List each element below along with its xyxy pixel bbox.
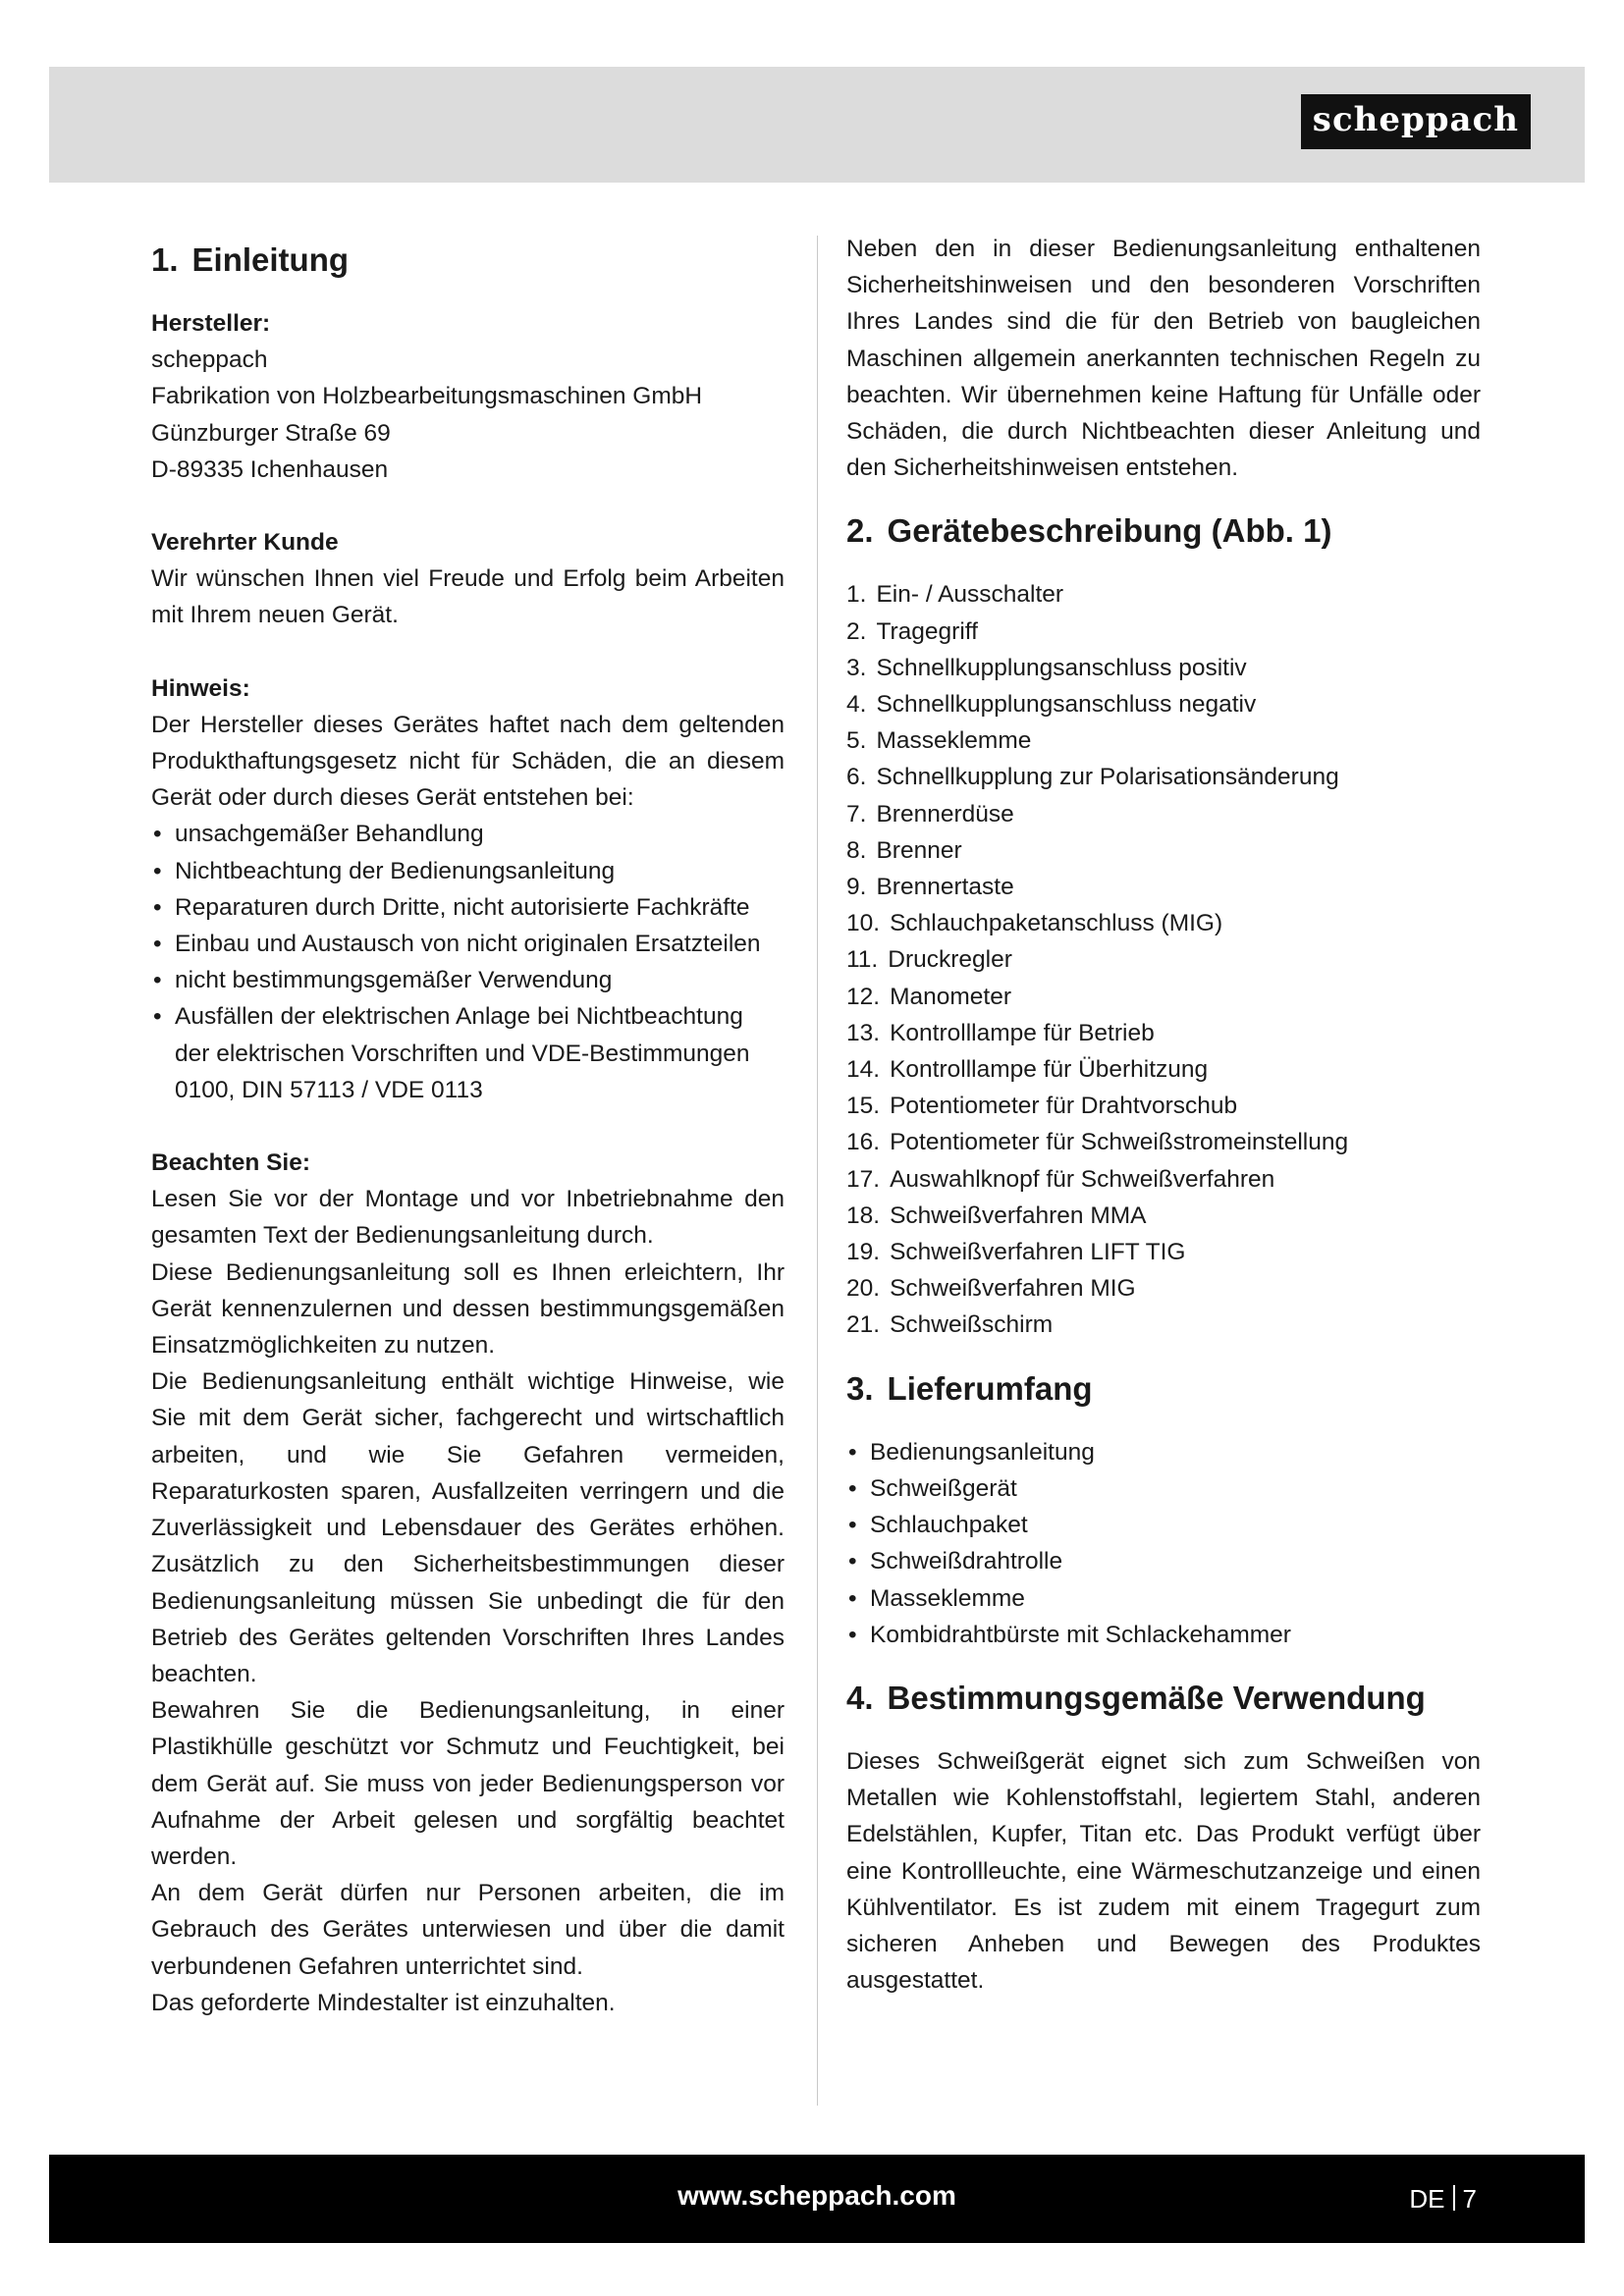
list-item: • Masseklemme xyxy=(846,1580,1481,1617)
beachten-paragraph: Diese Bedienungsanleitung soll es Ihnen erleichtern, Ihr Gerät kennenzulernen und dessen bestimmungsgemäßen Einsatzmöglichkeiten zu nutzen. xyxy=(151,1258,785,1360)
part-number: 10. xyxy=(846,910,881,937)
page-footer xyxy=(49,2155,1585,2243)
beachten-paragraph: Das geforderte Mindestalter ist einzuhalten. xyxy=(151,1989,616,2016)
part-label: Brenner xyxy=(876,836,962,864)
part-number: 6. xyxy=(846,764,867,791)
part-label: Brennertaste xyxy=(876,874,1014,901)
hinweis-label: Hinweis: xyxy=(151,674,250,702)
part-label: Schlauchpaketanschluss (MIG) xyxy=(890,910,1223,937)
hersteller-label: Hersteller: xyxy=(151,310,271,337)
part-label: Schnellkupplungsanschluss positiv xyxy=(876,654,1247,681)
part-number: 17. xyxy=(846,1165,881,1193)
parts-list-item xyxy=(846,1161,1481,1198)
left-column xyxy=(151,231,785,2021)
section-title: Gerätebeschreibung (Abb. 1) xyxy=(887,512,1332,550)
part-label: Kontrolllampe für Überhitzung xyxy=(890,1056,1209,1084)
section-title: Lieferumfang xyxy=(887,1369,1093,1407)
part-label: Schweißverfahren MIG xyxy=(890,1275,1136,1303)
section-3-heading xyxy=(846,1369,1481,1409)
part-number: 3. xyxy=(846,654,867,681)
part-number: 12. xyxy=(846,983,881,1010)
parts-list-item xyxy=(846,759,1481,795)
page-separator xyxy=(1453,2185,1455,2211)
part-label: Auswahlknopf für Schweißverfahren xyxy=(890,1165,1275,1193)
list-item: • Schlauchpaket xyxy=(846,1507,1481,1543)
beachten-paragraph: An dem Gerät dürfen nur Personen arbeiten, die im Gebrauch des Gerätes unterwiesen und über die damit verbundenen Gefahren unterrichtet sind. xyxy=(151,1880,785,1980)
list-item: • Ausfällen der elektrischen Anlage bei Nichtbeachtung der elektrischen Vorschriften und VDE-Bestimmungen 0100, DIN 57113 / VDE 0113 xyxy=(151,998,785,1108)
list-item: • unsachgemäßer Behandlung xyxy=(151,816,785,852)
page-number: 7 xyxy=(1462,2184,1477,2214)
list-item: • Schweißdrahtrolle xyxy=(846,1543,1481,1579)
page-indicator xyxy=(1409,2184,1477,2215)
parts-list-item xyxy=(846,1124,1481,1160)
part-number: 4. xyxy=(846,691,867,719)
parts-list-item xyxy=(846,1270,1481,1307)
part-label: Potentiometer für Schweißstromeinstellung xyxy=(890,1129,1349,1156)
parts-list-item xyxy=(846,941,1481,978)
section-4-heading xyxy=(846,1679,1481,1718)
beachten-label: Beachten Sie: xyxy=(151,1149,311,1177)
parts-list-item xyxy=(846,614,1481,650)
list-item: • Kombidrahtbürste mit Schlackehammer xyxy=(846,1617,1481,1653)
part-number: 20. xyxy=(846,1275,881,1303)
kunde-text: Wir wünschen Ihnen viel Freude und Erfolg beim Arbeiten mit Ihrem neuen Gerät. xyxy=(151,565,785,629)
part-number: 15. xyxy=(846,1093,881,1120)
part-number: 2. xyxy=(846,617,867,645)
part-label: Manometer xyxy=(890,983,1011,1010)
section-2-heading xyxy=(846,511,1481,551)
section-number: 1. xyxy=(151,241,179,278)
parts-list xyxy=(846,576,1481,1343)
part-number: 16. xyxy=(846,1129,881,1156)
parts-list-item xyxy=(846,832,1481,869)
parts-list-item xyxy=(846,650,1481,686)
section-title: Bestimmungsgemäße Verwendung xyxy=(887,1679,1426,1716)
beachten-paragraph: Bewahren Sie die Bedienungsanleitung, in einer Plastikhülle geschützt vor Schmutz und Feuchtigkeit, bei dem Gerät auf. Sie muss von jeder Bedienungsperson vor Aufnahme der Arbeit gelesen und sorgfältig beachtet werden. xyxy=(151,1697,785,1870)
address-line: scheppach xyxy=(151,347,268,374)
section-number: 3. xyxy=(846,1369,874,1407)
parts-list-item xyxy=(846,1015,1481,1051)
part-number: 18. xyxy=(846,1201,881,1229)
scheppach-logo: scheppach xyxy=(1301,94,1531,149)
section-title: Einleitung xyxy=(191,241,350,278)
list-item: • nicht bestimmungsgemäßer Verwendung xyxy=(151,962,785,998)
parts-list-item xyxy=(846,1051,1481,1088)
hinweis-list xyxy=(151,816,785,1108)
parts-list-item xyxy=(846,722,1481,759)
parts-list-item xyxy=(846,869,1481,905)
parts-list-item xyxy=(846,576,1481,613)
list-item: • Einbau und Austausch von nicht originalen Ersatzteilen xyxy=(151,926,785,962)
address-line: Günzburger Straße 69 xyxy=(151,419,391,447)
address-line: Fabrikation von Holzbearbeitungsmaschinen GmbH xyxy=(151,383,703,410)
part-label: Schnellkupplungsanschluss negativ xyxy=(876,691,1257,719)
part-label: Kontrolllampe für Betrieb xyxy=(890,1019,1155,1046)
part-number: 5. xyxy=(846,727,867,755)
part-number: 21. xyxy=(846,1311,881,1339)
parts-list-item xyxy=(846,1234,1481,1270)
beachten-paragraph: Die Bedienungsanleitung enthält wichtige Hinweise, wie Sie mit dem Gerät sicher, fachgerecht und wirtschaftlich arbeiten, und wie Sie Gefahren vermeiden, Reparaturkosten sparen, Ausfallzeiten verringern und die Zuverlässigkeit und Lebensdauer des Gerätes erhöhen. Zusätzlich zu den Sicherheitsbestimmungen dieser Bedienungsanleitung müssen Sie unbedingt die für den Betrieb des Gerätes geltenden Vorschriften Ihres Landes beachten. xyxy=(151,1368,785,1687)
parts-list-item xyxy=(846,1307,1481,1343)
parts-list-item xyxy=(846,905,1481,941)
page-header xyxy=(49,67,1585,183)
part-label: Schweißverfahren LIFT TIG xyxy=(890,1239,1186,1266)
parts-list-item xyxy=(846,1088,1481,1124)
part-label: Tragegriff xyxy=(876,617,978,645)
part-label: Masseklemme xyxy=(876,727,1032,755)
address-line: D-89335 Ichenhausen xyxy=(151,455,389,483)
part-number: 13. xyxy=(846,1019,881,1046)
section-1-heading xyxy=(151,240,785,280)
part-label: Druckregler xyxy=(888,946,1012,974)
beachten-paragraph: Lesen Sie vor der Montage und vor Inbetriebnahme den gesamten Text der Bedienungsanleitung durch. xyxy=(151,1186,785,1250)
usage-paragraph: Dieses Schweißgerät eignet sich zum Schweißen von Metallen wie Kohlenstoffstahl, legiertem Stahl, anderen Edelstählen, Kupfer, Titan etc. Das Produkt verfügt über eine Kontrollleuchte, eine Wärmeschutzanzeige und einen Kühlventilator. Es ist zudem mit einem Tragegurt zum sicheren Anheben und Bewegen des Produktes ausgestattet. xyxy=(846,1747,1481,1995)
language-code: DE xyxy=(1409,2184,1445,2214)
part-label: Schweißschirm xyxy=(890,1311,1054,1339)
website-url: www.scheppach.com xyxy=(677,2180,956,2211)
right-column xyxy=(846,231,1481,1999)
parts-list-item xyxy=(846,1198,1481,1234)
part-number: 11. xyxy=(846,946,879,974)
kunde-label: Verehrter Kunde xyxy=(151,529,339,557)
list-item: • Schweißgerät xyxy=(846,1470,1481,1507)
part-label: Brennerdüse xyxy=(876,800,1014,828)
list-item: • Nichtbeachtung der Bedienungsanleitung xyxy=(151,853,785,889)
part-label: Potentiometer für Drahtvorschub xyxy=(890,1093,1238,1120)
part-number: 7. xyxy=(846,800,867,828)
list-item: • Reparaturen durch Dritte, nicht autorisierte Fachkräfte xyxy=(151,889,785,926)
parts-list-item xyxy=(846,686,1481,722)
part-number: 14. xyxy=(846,1056,881,1084)
hinweis-text: Der Hersteller dieses Gerätes haftet nach dem geltenden Produkthaftungsgesetz nicht für Schäden, die an diesem Gerät oder durch dieses Gerät entstehen bei: xyxy=(151,711,785,812)
parts-list-item xyxy=(846,979,1481,1015)
part-number: 8. xyxy=(846,836,867,864)
delivery-list xyxy=(846,1434,1481,1653)
part-number: 19. xyxy=(846,1239,881,1266)
intro-paragraph: Neben den in dieser Bedienungsanleitung enthaltenen Sicherheitshinweisen und den besonderen Vorschriften Ihres Landes sind die für den Betrieb von baugleichen Maschinen allgemein anerkannten technischen Regeln zu beachten. Wir übernehmen keine Haftung für Unfälle oder Schäden, die durch Nichtbeachten dieser Anleitung und den Sicherheitshinweisen entstehen. xyxy=(846,236,1481,482)
part-label: Schnellkupplung zur Polarisationsänderung xyxy=(876,764,1339,791)
part-number: 1. xyxy=(846,581,867,609)
section-number: 4. xyxy=(846,1679,874,1716)
column-divider xyxy=(817,236,818,2106)
part-number: 9. xyxy=(846,874,867,901)
part-label: Ein- / Ausschalter xyxy=(876,581,1064,609)
parts-list-item xyxy=(846,796,1481,832)
list-item: • Bedienungsanleitung xyxy=(846,1434,1481,1470)
section-number: 2. xyxy=(846,512,874,550)
part-label: Schweißverfahren MMA xyxy=(890,1201,1147,1229)
